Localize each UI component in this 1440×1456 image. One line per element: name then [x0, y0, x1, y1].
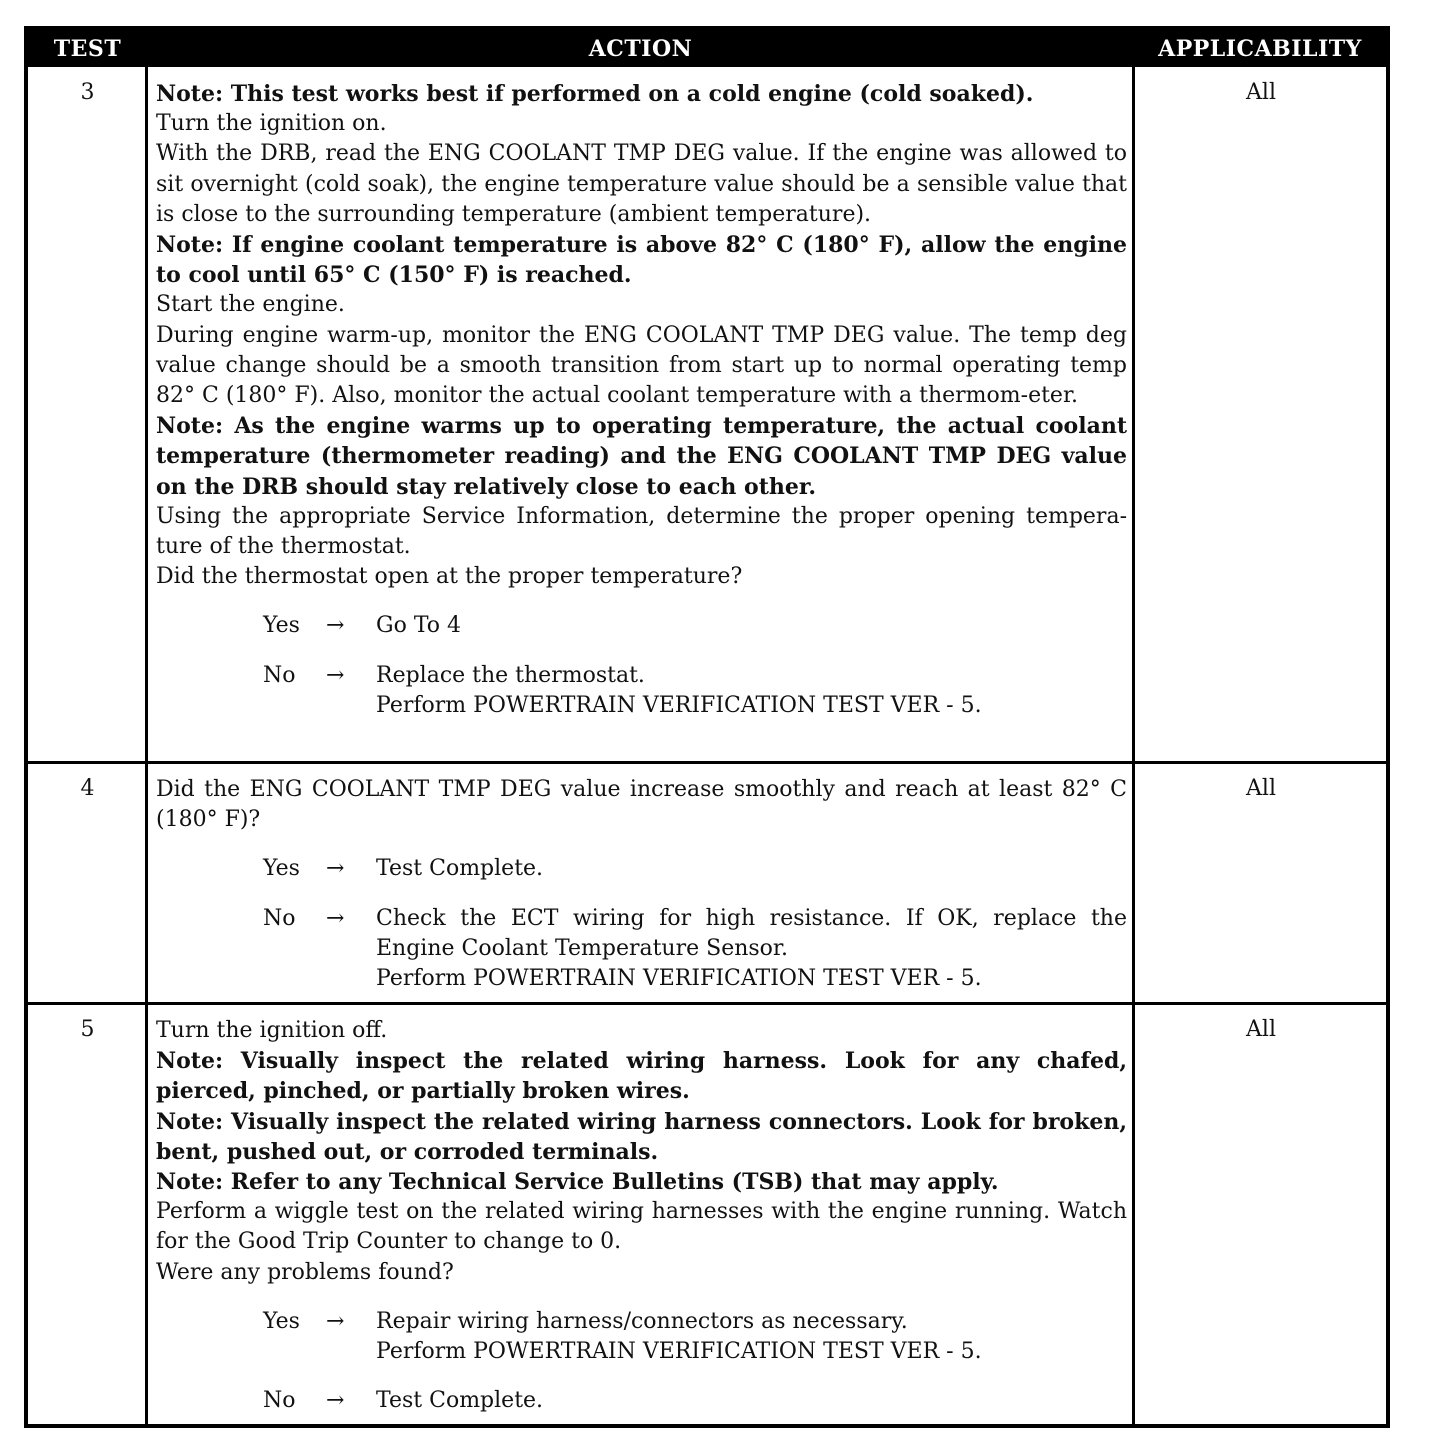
- note-text: Note: If engine coolant temperature is above 82° C (180° F), allow the engine to cool until 65° C (150° F) is reached.: [156, 232, 1127, 289]
- answer-text: Test Complete.: [376, 1388, 544, 1414]
- header-action: ACTION: [588, 36, 693, 62]
- instruction-text: Did the ENG COOLANT TMP DEG value increase smoothly and reach at least 82° C (180° F)?: [156, 777, 1127, 833]
- row-divider: [28, 761, 1386, 764]
- answer-text: Test Complete.: [376, 856, 544, 882]
- note-text: Note: Refer to any Technical Service Bulletins (TSB) that may apply.: [156, 1169, 999, 1196]
- applicability-value: All: [1246, 1017, 1276, 1042]
- answer-option: [156, 854, 1127, 884]
- answer-text: Go To 4: [376, 613, 462, 639]
- test-number: 4: [80, 776, 95, 801]
- answer-label: No: [263, 662, 296, 688]
- arrow-icon: →: [326, 613, 345, 639]
- note-text: Note: As the engine warms up to operating temperature, the actual coolant temperature (thermometer reading) and the ENG COOLANT TMP DEG value on the DRB should stay relatively close to each other.: [156, 413, 1127, 500]
- answer-text: Replace the thermostat.: [376, 662, 645, 688]
- arrow-icon: →: [326, 905, 345, 931]
- answer-text: Check the ECT wiring for high resistance. If OK, replace the Engine Coolant Temperature Sensor.: [376, 905, 1127, 961]
- answer-option: [156, 1307, 1127, 1367]
- column-divider: [1132, 67, 1135, 1424]
- header-test: TEST: [53, 36, 122, 62]
- row-divider: [28, 1002, 1386, 1005]
- answer-text: Perform POWERTRAIN VERIFICATION TEST VER - 5.: [376, 1339, 982, 1365]
- header-applicability: APPLICABILITY: [1158, 36, 1362, 62]
- instruction-text: During engine warm-up, monitor the ENG COOLANT TMP DEG value. The temp deg value change should be a smooth transition from start up to normal operating temp 82° C (180° F). Also, monitor the actual coolant temperature with a thermom-eter.: [156, 322, 1127, 409]
- answer-text: Perform POWERTRAIN VERIFICATION TEST VER - 5.: [376, 692, 982, 718]
- test-number: 3: [80, 80, 95, 105]
- instruction-text: Using the appropriate Service Information, determine the proper opening tempera-ture of the thermostat.: [156, 503, 1127, 560]
- test-number: 5: [80, 1017, 95, 1042]
- action-cell: [156, 775, 1127, 994]
- instruction-text: With the DRB, read the ENG COOLANT TMP DEG value. If the engine was allowed to sit overnight (cold soak), the engine temperature value should be a sensible value that is close to the surrounding temperature (ambient temperature).: [156, 141, 1127, 227]
- action-cell: [156, 79, 1127, 721]
- answer-label: Yes: [263, 613, 300, 639]
- answer-text: Perform POWERTRAIN VERIFICATION TEST VER - 5.: [376, 966, 982, 992]
- diagnostic-table: [24, 26, 1390, 1428]
- instruction-text: Were any problems found?: [156, 1259, 454, 1285]
- arrow-icon: →: [326, 662, 345, 688]
- instruction-text: Turn the ignition on.: [156, 111, 387, 137]
- instruction-text: Start the engine.: [156, 292, 345, 318]
- answer-label: Yes: [263, 1308, 300, 1334]
- note-text: Note: Visually inspect the related wiring harness. Look for any chafed, pierced, pinched, or partially broken wires.: [156, 1048, 1127, 1105]
- answer-option: [156, 904, 1127, 995]
- arrow-icon: →: [326, 856, 345, 882]
- action-cell: [156, 1016, 1127, 1416]
- table-header: [28, 30, 1386, 67]
- answer-option: [156, 611, 1127, 641]
- answer-label: No: [263, 1388, 296, 1414]
- note-text: Note: Visually inspect the related wiring harness connectors. Look for broken, bent, pushed out, or corroded terminals.: [156, 1108, 1127, 1165]
- answer-label: Yes: [263, 856, 300, 882]
- arrow-icon: →: [326, 1308, 345, 1334]
- note-text: Note: This test works best if performed on a cold engine (cold soaked).: [156, 81, 1034, 107]
- instruction-text: Did the thermostat open at the proper temperature?: [156, 564, 743, 590]
- column-divider: [145, 67, 148, 1424]
- applicability-value: All: [1246, 80, 1276, 105]
- instruction-text: Turn the ignition off.: [156, 1018, 388, 1043]
- instruction-text: Perform a wiggle test on the related wiring harnesses with the engine running. Watch for the Good Trip Counter to change to 0.: [156, 1199, 1127, 1255]
- answer-option: [156, 661, 1127, 721]
- arrow-icon: →: [326, 1388, 345, 1414]
- applicability-value: All: [1246, 776, 1276, 801]
- answer-label: No: [263, 905, 296, 931]
- answer-text: Repair wiring harness/connectors as necessary.: [376, 1308, 908, 1334]
- answer-option: [156, 1386, 1127, 1416]
